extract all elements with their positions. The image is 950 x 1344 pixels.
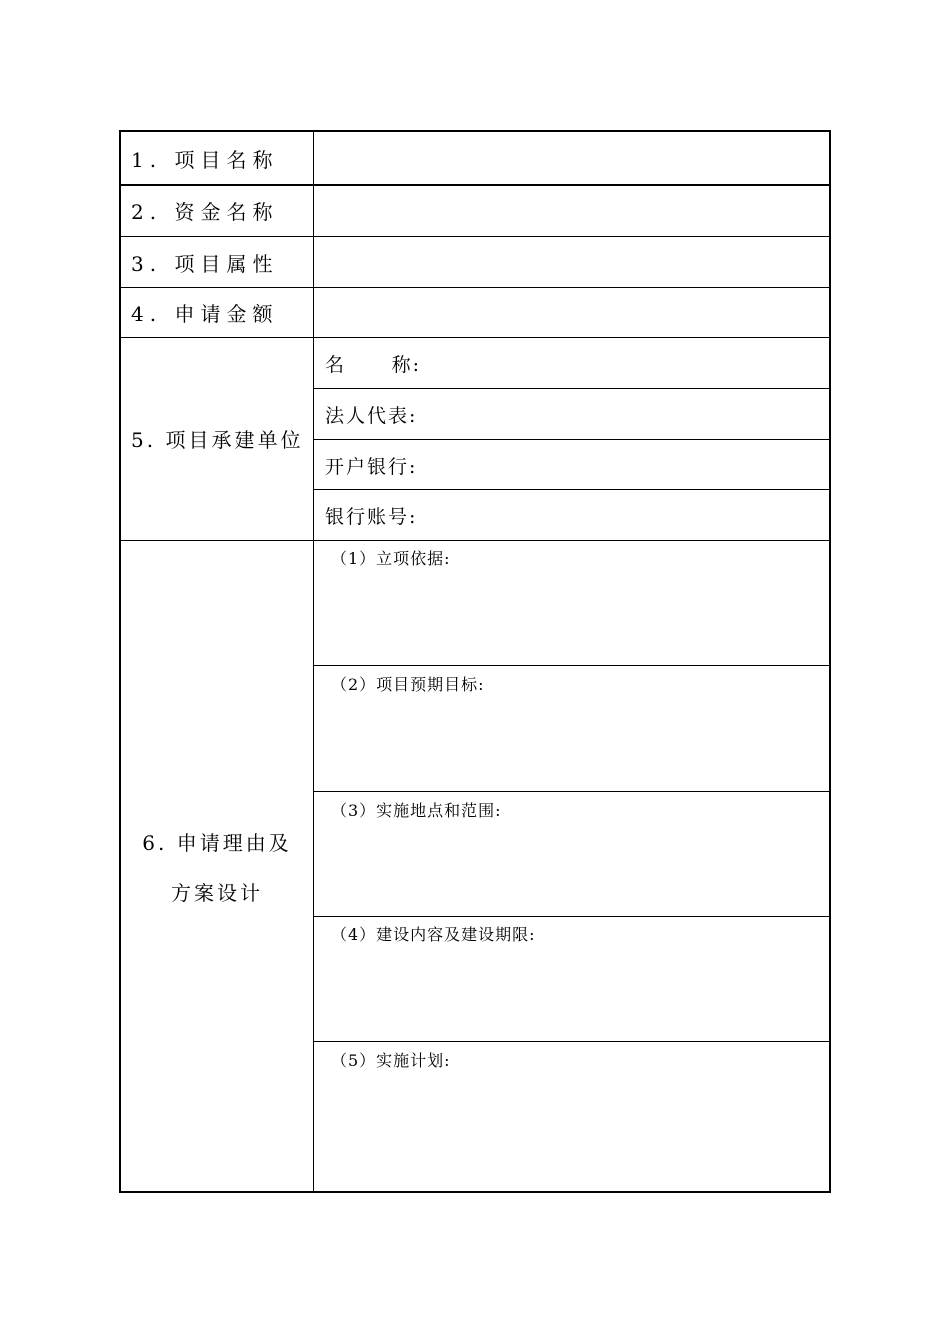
row-divider [314, 665, 829, 666]
legal-rep-label: 法人代表: [325, 404, 418, 427]
account-field[interactable] [325, 490, 417, 540]
row-divider [121, 540, 829, 541]
project-attribute-field[interactable] [314, 237, 829, 287]
fund-name-field[interactable] [314, 185, 829, 236]
section-goals: （2）项目预期目标: [331, 675, 485, 694]
row-divider [314, 916, 829, 917]
bank-label: 开户银行: [325, 455, 418, 478]
plan-field[interactable] [314, 1064, 829, 1191]
bank-field[interactable] [325, 440, 417, 490]
label-construction-unit: 5. 项目承建单位 [131, 428, 304, 452]
unit-name-label-a: 名 [325, 354, 347, 376]
section-plan: （5）实施计划: [331, 1051, 451, 1070]
project-name-field[interactable] [314, 132, 829, 184]
application-form [119, 130, 831, 1193]
section-basis: （1）立项依据: [331, 549, 451, 568]
label-fund-name: 2. 资金名称 [131, 200, 279, 224]
label-reason-line1: 6. 申请理由及 [142, 831, 292, 855]
label-project-attribute: 3. 项目属性 [131, 251, 279, 276]
unit-name-label-b: 称: [391, 354, 421, 376]
label-reason-line2: 方案设计 [171, 881, 263, 905]
unit-name-label [325, 350, 421, 377]
section-content: （4）建设内容及建设期限: [331, 925, 536, 944]
section-location: （3）实施地点和范围: [331, 801, 502, 820]
label-requested-amount: 4. 申请金额 [131, 302, 279, 326]
goals-field[interactable] [314, 688, 829, 791]
content-field[interactable] [314, 938, 829, 1041]
basis-field[interactable] [314, 562, 829, 665]
unit-name-field[interactable] [325, 338, 421, 389]
legal-rep-field[interactable] [325, 389, 417, 439]
account-label: 银行账号: [325, 505, 418, 528]
location-field[interactable] [314, 814, 829, 916]
row-divider [314, 1041, 829, 1042]
row-divider [314, 791, 829, 792]
requested-amount-field[interactable] [314, 288, 829, 337]
label-project-name: 1. 项目名称 [131, 147, 279, 172]
